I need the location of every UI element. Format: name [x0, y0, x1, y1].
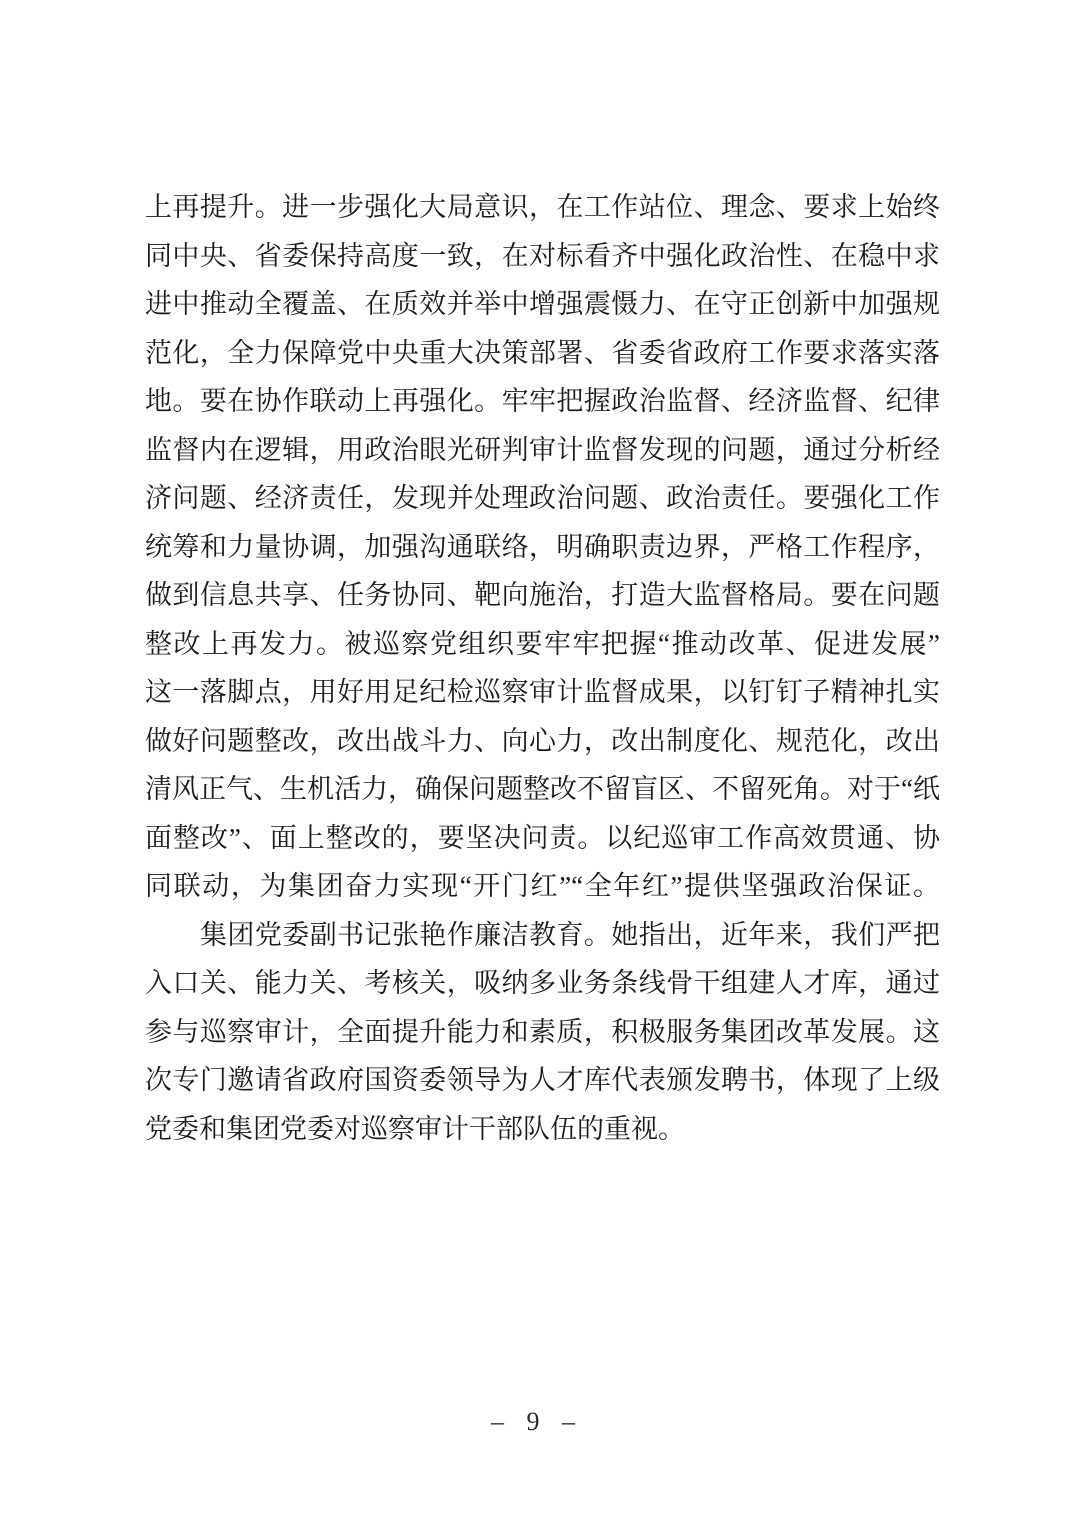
- page-footer: [0, 1402, 1074, 1442]
- text-line: 同中央、省委保持高度一致，在对标看齐中强化政治性、在稳中求: [145, 240, 940, 271]
- text-line: 清风正气、生机活力，确保问题整改不留盲区、不留死角。对于“纸: [145, 774, 940, 804]
- text-line: 范化，全力保障党中央重大决策部署、省委省政府工作要求落实落: [145, 337, 940, 368]
- text-line: 集团党委副书记张艳作廉洁教育。她指出，近年来，我们严把: [200, 919, 940, 950]
- text-line: 这一落脚点，用好用足纪检巡察审计监督成果，以钉钉子精神扎实: [145, 677, 940, 707]
- text-line: 上再提升。进一步强化大局意识，在工作站位、理念、要求上始终: [145, 192, 940, 222]
- paragraph: [145, 183, 940, 911]
- text-line: 做到信息共享、任务协同、靶向施治，打造大监督格局。要在问题: [145, 580, 940, 610]
- paragraph: [145, 911, 940, 1154]
- text-line: 监督内在逻辑，用政治眼光研判审计监督发现的问题，通过分析经: [145, 434, 940, 465]
- text-line: 进中推动全覆盖、在质效并举中增强震慑力、在守正创新中加强规: [145, 289, 940, 319]
- text-line: 做好问题整改，改出战斗力、向心力，改出制度化、规范化，改出: [145, 725, 940, 756]
- body-text: [145, 183, 940, 1153]
- text-line: 地。要在协作联动上再强化。牢牢把握政治监督、经济监督、纪律: [145, 386, 940, 416]
- text-line: 面整改”、面上整改的，要坚决问责。以纪巡审工作高效贯通、协: [145, 822, 940, 853]
- text-line: 济问题、经济责任，发现并处理政治问题、政治责任。要强化工作: [145, 483, 940, 513]
- text-line: 整改上再发力。被巡察党组织要牢牢把握“推动改革、促进发展”: [145, 628, 940, 659]
- text-line: 统筹和力量协调，加强沟通联络，明确职责边界，严格工作程序，: [145, 531, 940, 562]
- page-number: – 9 –: [491, 1407, 583, 1436]
- text-line: 同联动，为集团奋力实现“开门红”“全年红”提供坚强政治保证。: [145, 871, 940, 901]
- text-line: 党委和集团党委对巡察审计干部队伍的重视。: [145, 1113, 685, 1144]
- text-line: 入口关、能力关、考核关，吸纳多业务条线骨干组建人才库，通过: [145, 968, 940, 998]
- text-line: 参与巡察审计，全面提升能力和素质，积极服务集团改革发展。这: [145, 1016, 940, 1047]
- text-line: 次专门邀请省政府国资委领导为人才库代表颁发聘书，体现了上级: [145, 1065, 940, 1095]
